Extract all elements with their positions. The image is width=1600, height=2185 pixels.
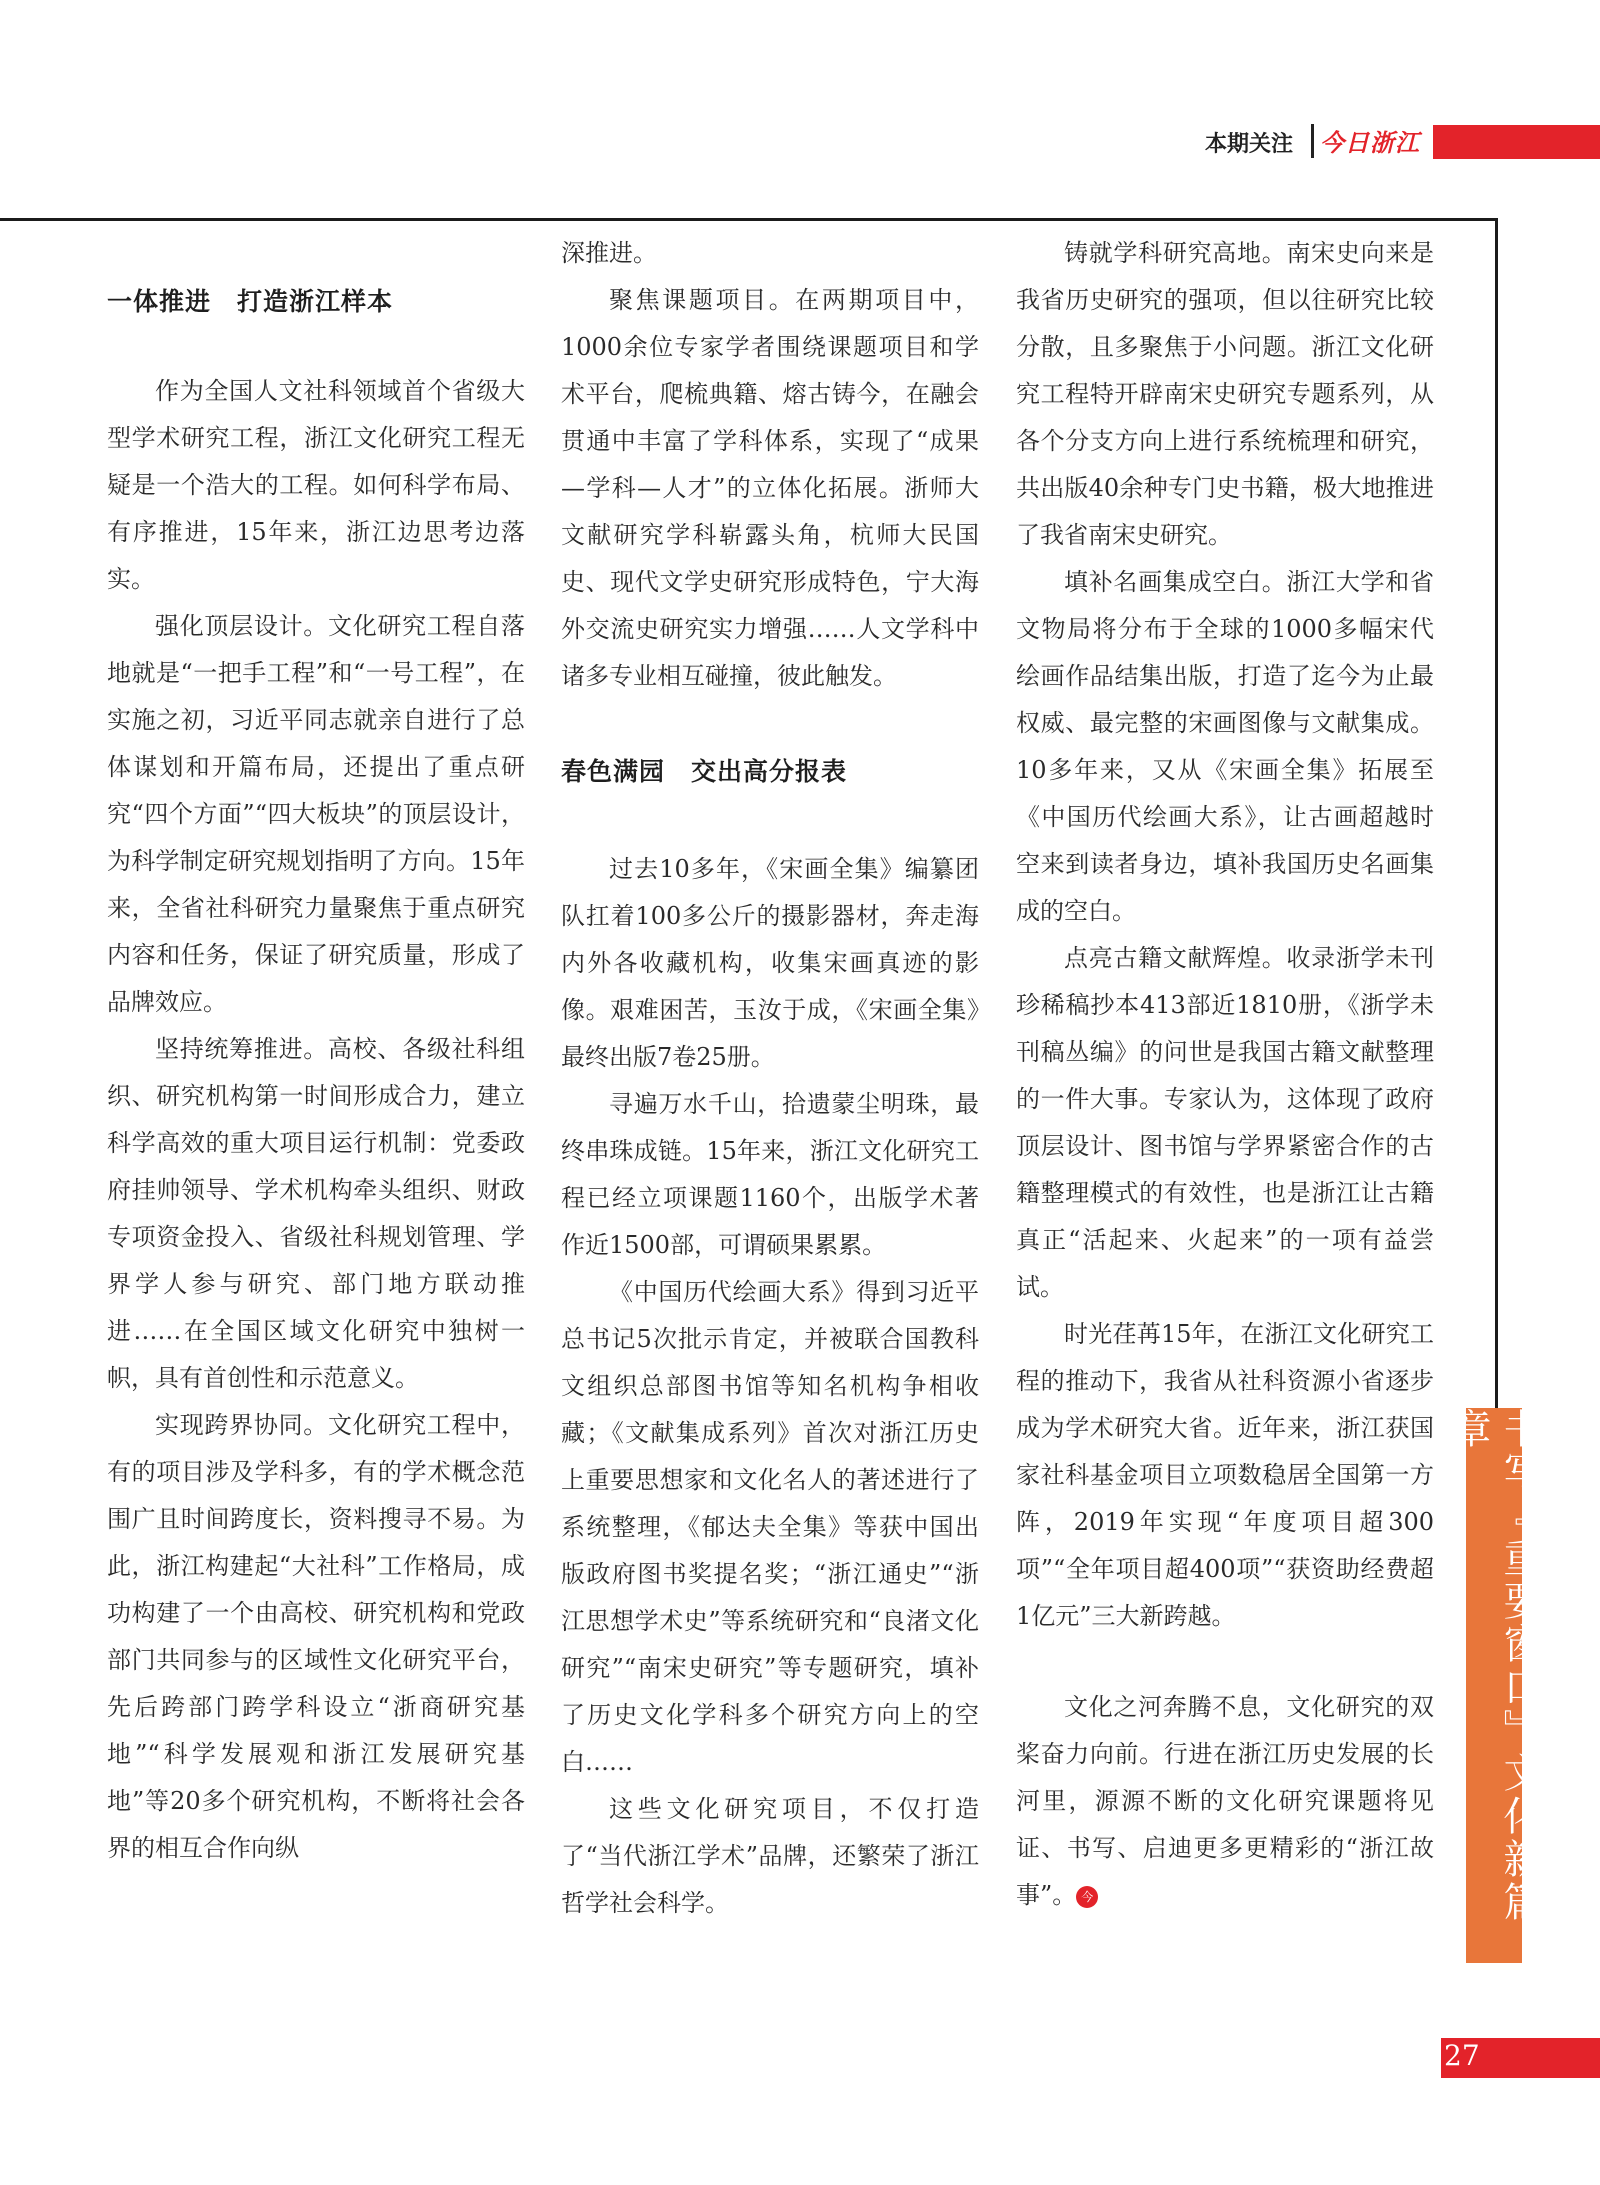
section-heading: 春色满园 交出高分报表	[561, 757, 848, 786]
frame-right-line	[1495, 218, 1498, 1408]
article-column-2	[561, 230, 979, 1927]
closing-paragraph	[1016, 1684, 1434, 1919]
magazine-logo: 今日浙江	[1320, 129, 1420, 157]
header-red-bar	[1433, 125, 1600, 159]
paragraph: 寻遍万水千山，拾遗蒙尘明珠，最终串珠成链。15年来，浙江文化研究工程已经立项课题1160个，出版学术著作近1500部，可谓硕果累累。	[561, 1090, 979, 1259]
article-column-1	[107, 230, 525, 1872]
paragraph: 这些文化研究项目，不仅打造了“当代浙江学术”品牌，还繁荣了浙江哲学社会科学。	[561, 1795, 979, 1917]
end-mark-icon: 今	[1076, 1886, 1098, 1908]
paragraph: 点亮古籍文献辉煌。收录浙学未刊珍稀稿抄本413部近1810册，《浙学未刊稿丛编》的问世是我国古籍文献整理的一件大事。专家认为，这体现了政府顶层设计、图书馆与学界紧密合作的古籍整理模式的有效性，也是浙江让古籍真正“活起来、火起来”的一项有益尝试。	[1016, 944, 1434, 1301]
side-banner-text: 书写『重要窗口』文化新篇章	[1445, 1408, 1543, 1924]
header-divider	[1311, 124, 1314, 158]
paragraph: 时光荏苒15年，在浙江文化研究工程的推动下，我省从社科资源小省逐步成为学术研究大省。近年来，浙江获国家社科基金项目立项数稳居全国第一方阵，2019年实现“年度项目超300项”“全年项目超400项”“获资助经费超1亿元”三大新跨越。	[1016, 1320, 1434, 1630]
frame-top-line	[0, 218, 1498, 221]
paragraph: 坚持统筹推进。高校、各级社科组织、研究机构第一时间形成合力，建立科学高效的重大项目运行机制：党委政府挂帅领导、学术机构牵头组织、财政专项资金投入、省级社科规划管理、学界学人参与研究、部门地方联动推进……在全国区域文化研究中独树一帜，具有首创性和示范意义。	[107, 1035, 525, 1392]
side-banner	[1445, 1408, 1543, 1963]
paragraph: 铸就学科研究高地。南宋史向来是我省历史研究的强项，但以往研究比较分散，且多聚焦于小问题。浙江文化研究工程特开辟南宋史研究专题系列，从各个分支方向上进行系统梳理和研究，共出版40余种专门史书籍，极大地推进了我省南宋史研究。	[1016, 239, 1434, 549]
article-column-3	[1016, 230, 1434, 1919]
section-heading: 一体推进 打造浙江样本	[107, 287, 394, 316]
paragraph-continued: 深推进。	[561, 239, 657, 267]
paragraph: 强化顶层设计。文化研究工程自落地就是“一把手工程”和“一号工程”，在实施之初，习近平同志就亲自进行了总体谋划和开篇布局，还提出了重点研究“四个方面”“四大板块”的顶层设计，为科学制定研究规划指明了方向。15年来，全省社科研究力量聚焦于重点研究内容和任务，保证了研究质量，形成了品牌效应。	[107, 612, 525, 1016]
paragraph: 实现跨界协同。文化研究工程中，有的项目涉及学科多，有的学术概念范围广且时间跨度长，资料搜寻不易。为此，浙江构建起“大社科”工作格局，成功构建了一个由高校、研究机构和党政部门共同参与的区域性文化研究平台，先后跨部门跨学科设立“浙商研究基地”“科学发展观和浙江发展研究基地”等20多个研究机构，不断将社会各界的相互合作向纵	[107, 1411, 525, 1862]
paragraph: 作为全国人文社科领域首个省级大型学术研究工程，浙江文化研究工程无疑是一个浩大的工程。如何科学布局、有序推进，15年来，浙江边思考边落实。	[107, 377, 525, 593]
paragraph: 《中国历代绘画大系》得到习近平总书记5次批示肯定，并被联合国教科文组织总部图书馆等知名机构争相收藏；《文献集成系列》首次对浙江历史上重要思想家和文化名人的著述进行了系统整理，《郁达夫全集》等获中国出版政府图书奖提名奖；“浙江通史”“浙江思想学术史”等系统研究和“良渚文化研究”“南宋史研究”等专题研究，填补了历史文化学科多个研究方向上的空白……	[561, 1278, 979, 1776]
paragraph: 填补名画集成空白。浙江大学和省文物局将分布于全球的1000多幅宋代绘画作品结集出版，打造了迄今为止最权威、最完整的宋画图像与文献集成。10多年来，又从《宋画全集》拓展至《中国历代绘画大系》，让古画超越时空来到读者身边，填补我国历史名画集成的空白。	[1016, 568, 1434, 925]
page-number: 27	[1444, 2039, 1480, 2072]
paragraph: 过去10多年，《宋画全集》编纂团队扛着100多公斤的摄影器材，奔走海内外各收藏机构，收集宋画真迹的影像。艰难困苦，玉汝于成，《宋画全集》最终出版7卷25册。	[561, 855, 979, 1071]
closing-text: 文化之河奔腾不息，文化研究的双桨奋力向前。行进在浙江历史发展的长河里，源源不断的文化研究课题将见证、书写、启迪更多更精彩的“浙江故事”。	[1016, 1693, 1434, 1909]
section-label: 本期关注	[1205, 131, 1294, 156]
paragraph: 聚焦课题项目。在两期项目中，1000余位专家学者围绕课题项目和学术平台，爬梳典籍、熔古铸今，在融会贯通中丰富了学科体系，实现了“成果—学科—人才”的立体化拓展。浙师大文献研究学科崭露头角，杭师大民国史、现代文学史研究形成特色，宁大海外交流史研究实力增强……人文学科中诸多专业相互碰撞，彼此触发。	[561, 286, 979, 690]
